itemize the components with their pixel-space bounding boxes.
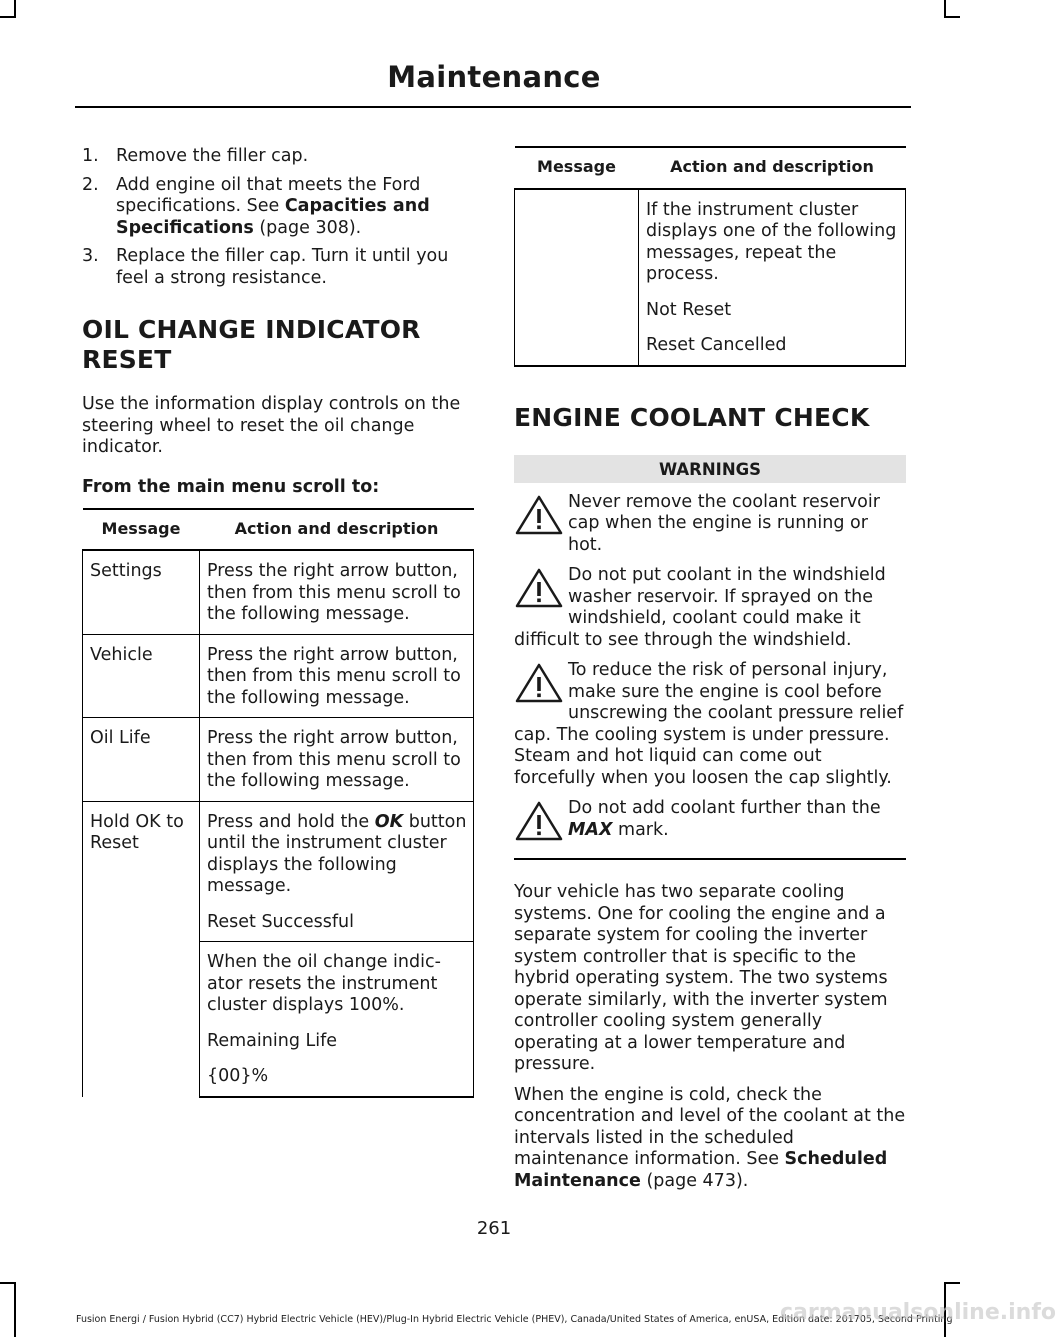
row-message [515,189,639,366]
paragraph-page-ref: (page 473). [640,1170,749,1191]
table-row [83,718,474,802]
row-message: Settings [83,550,200,634]
crop-mark [944,1282,960,1284]
warning-item [514,660,906,789]
warning-item [514,798,906,842]
row-action: Press the right arrow button, then from this menu scroll to the following message. [200,550,474,634]
oil-reset-intro: Use the information display controls on the steering wheel to reset the oil change indicator. [82,394,461,457]
table-row [515,189,906,366]
table-row [83,634,474,718]
coolant-heading: ENGINE COOLANT CHECK [514,402,870,432]
warning-triangle-icon [514,662,564,704]
warning-triangle-icon [514,567,564,609]
warning-text: To reduce the risk of personal injury, make sure the engine is cool before unscrewing the coolant pressure relief cap. The cooling system is under pressure. Steam and hot liquid can come out forcefully when you loosen the cap slightly. [514,660,904,788]
col-header-message: Message [515,147,639,189]
action-text: button until the instrument cluster displays the following message. [207,811,467,896]
table-row [83,550,474,634]
row-action [200,801,474,942]
step-text: Replace the filler cap. Turn it until you feel a strong resistance. [116,246,449,288]
table-row [83,801,474,942]
warning-text: Do not add coolant further than the [568,798,881,818]
menu-lead: From the main menu scroll to: [82,476,380,497]
row-action [639,189,906,366]
scheduled-maintenance-link[interactable]: Scheduled Maintenance [514,1149,888,1191]
step-item [82,175,474,240]
warning-item [514,565,906,651]
display-message: Remaining Life [207,1030,338,1051]
warning-triangle-icon [514,494,564,536]
row-action: Press the right arrow button, then from this menu scroll to the following message. [200,634,474,718]
warning-item [514,492,906,557]
crop-mark [14,0,16,16]
cooling-systems-paragraph: Your vehicle has two separate cooling systems. One for cooling the engine and a separate system for cooling the inverter system controller that is specific to the hybrid operating system. The two systems operate similarly, with the inverter system controller cooling system generally operating at a lower temperature and pressure. [514,882,888,1074]
step-item [82,146,474,168]
title-divider [75,106,911,108]
step-page-ref: (page 308). [253,217,362,238]
action-text: When the oil change indic-ator resets the instrument cluster displays 100%. [207,952,441,1015]
col-header-action: Action and description [639,147,906,189]
step-text: Remove the filler cap. [116,146,309,166]
row-message: Vehicle [83,634,200,718]
crop-mark [944,16,960,18]
refill-steps [82,146,474,289]
coolant-check-paragraph [514,1085,906,1193]
warning-text: mark. [612,819,669,840]
crop-mark [944,0,946,16]
step-number: 3. [82,246,99,266]
right-column [514,146,906,1192]
oil-reset-heading: OIL CHANGE INDICATOR RESET [82,315,421,374]
row-message: Hold OK to Reset [83,801,200,1097]
max-mark-label: MAX [568,819,613,840]
crop-mark [14,1282,16,1337]
warning-triangle-icon [514,800,564,842]
hold-action-text [207,812,467,898]
crop-mark [0,16,16,18]
display-message: Reset Cancelled [646,335,787,355]
step-number: 2. [82,174,99,195]
action-text: Press and hold the [207,811,375,832]
step-text: Add engine oil that meets the Ford specifications. See [116,174,421,216]
page-number: 261 [476,1218,512,1239]
row-action [200,942,474,1097]
ok-button-name: OK [374,811,404,832]
row-message: Oil Life [83,718,200,802]
crop-mark [0,1282,16,1284]
step-number: 1. [82,146,99,166]
col-header-message: Message [83,509,200,551]
step-item [82,246,474,289]
display-message: Reset Successful [207,911,355,932]
display-message: {00}% [207,1066,269,1086]
watermark: carmanualsonline.info [780,1300,1056,1325]
capacities-link[interactable]: Capacities and Specifications [116,196,430,238]
oil-reset-table-continued [514,146,906,367]
left-column [82,146,474,1098]
footer-text: Fusion Energi / Fusion Hybrid (CC7) Hybrid Electric Vehicle (HEV)/Plug-In Hybrid Electric Vehicle (PHEV), Canada/United States of America, enUSA, Edition date: 201705, Second Printing [76,1314,953,1325]
oil-reset-table [82,508,474,1098]
col-header-action: Action and description [200,509,474,551]
page-title: Maintenance [387,60,601,94]
action-text: If the instrument cluster displays one of the following messages, repeat the process. [646,199,897,284]
warning-text: Do not put coolant in the windshield washer reservoir. If sprayed on the windshield, coolant could make it difficult to see through the windshield. [514,565,886,650]
paragraph-text: When the engine is cold, check the concentration and level of the coolant at the intervals listed in the scheduled maintenance information. See [514,1084,906,1169]
warning-text: Never remove the coolant reservoir cap when the engine is running or hot. [568,491,880,555]
warnings-end-rule [514,858,906,860]
row-action: Press the right arrow button, then from this menu scroll to the following message. [200,718,474,802]
warnings-header: WARNINGS [514,455,906,483]
display-message: Not Reset [646,299,732,320]
